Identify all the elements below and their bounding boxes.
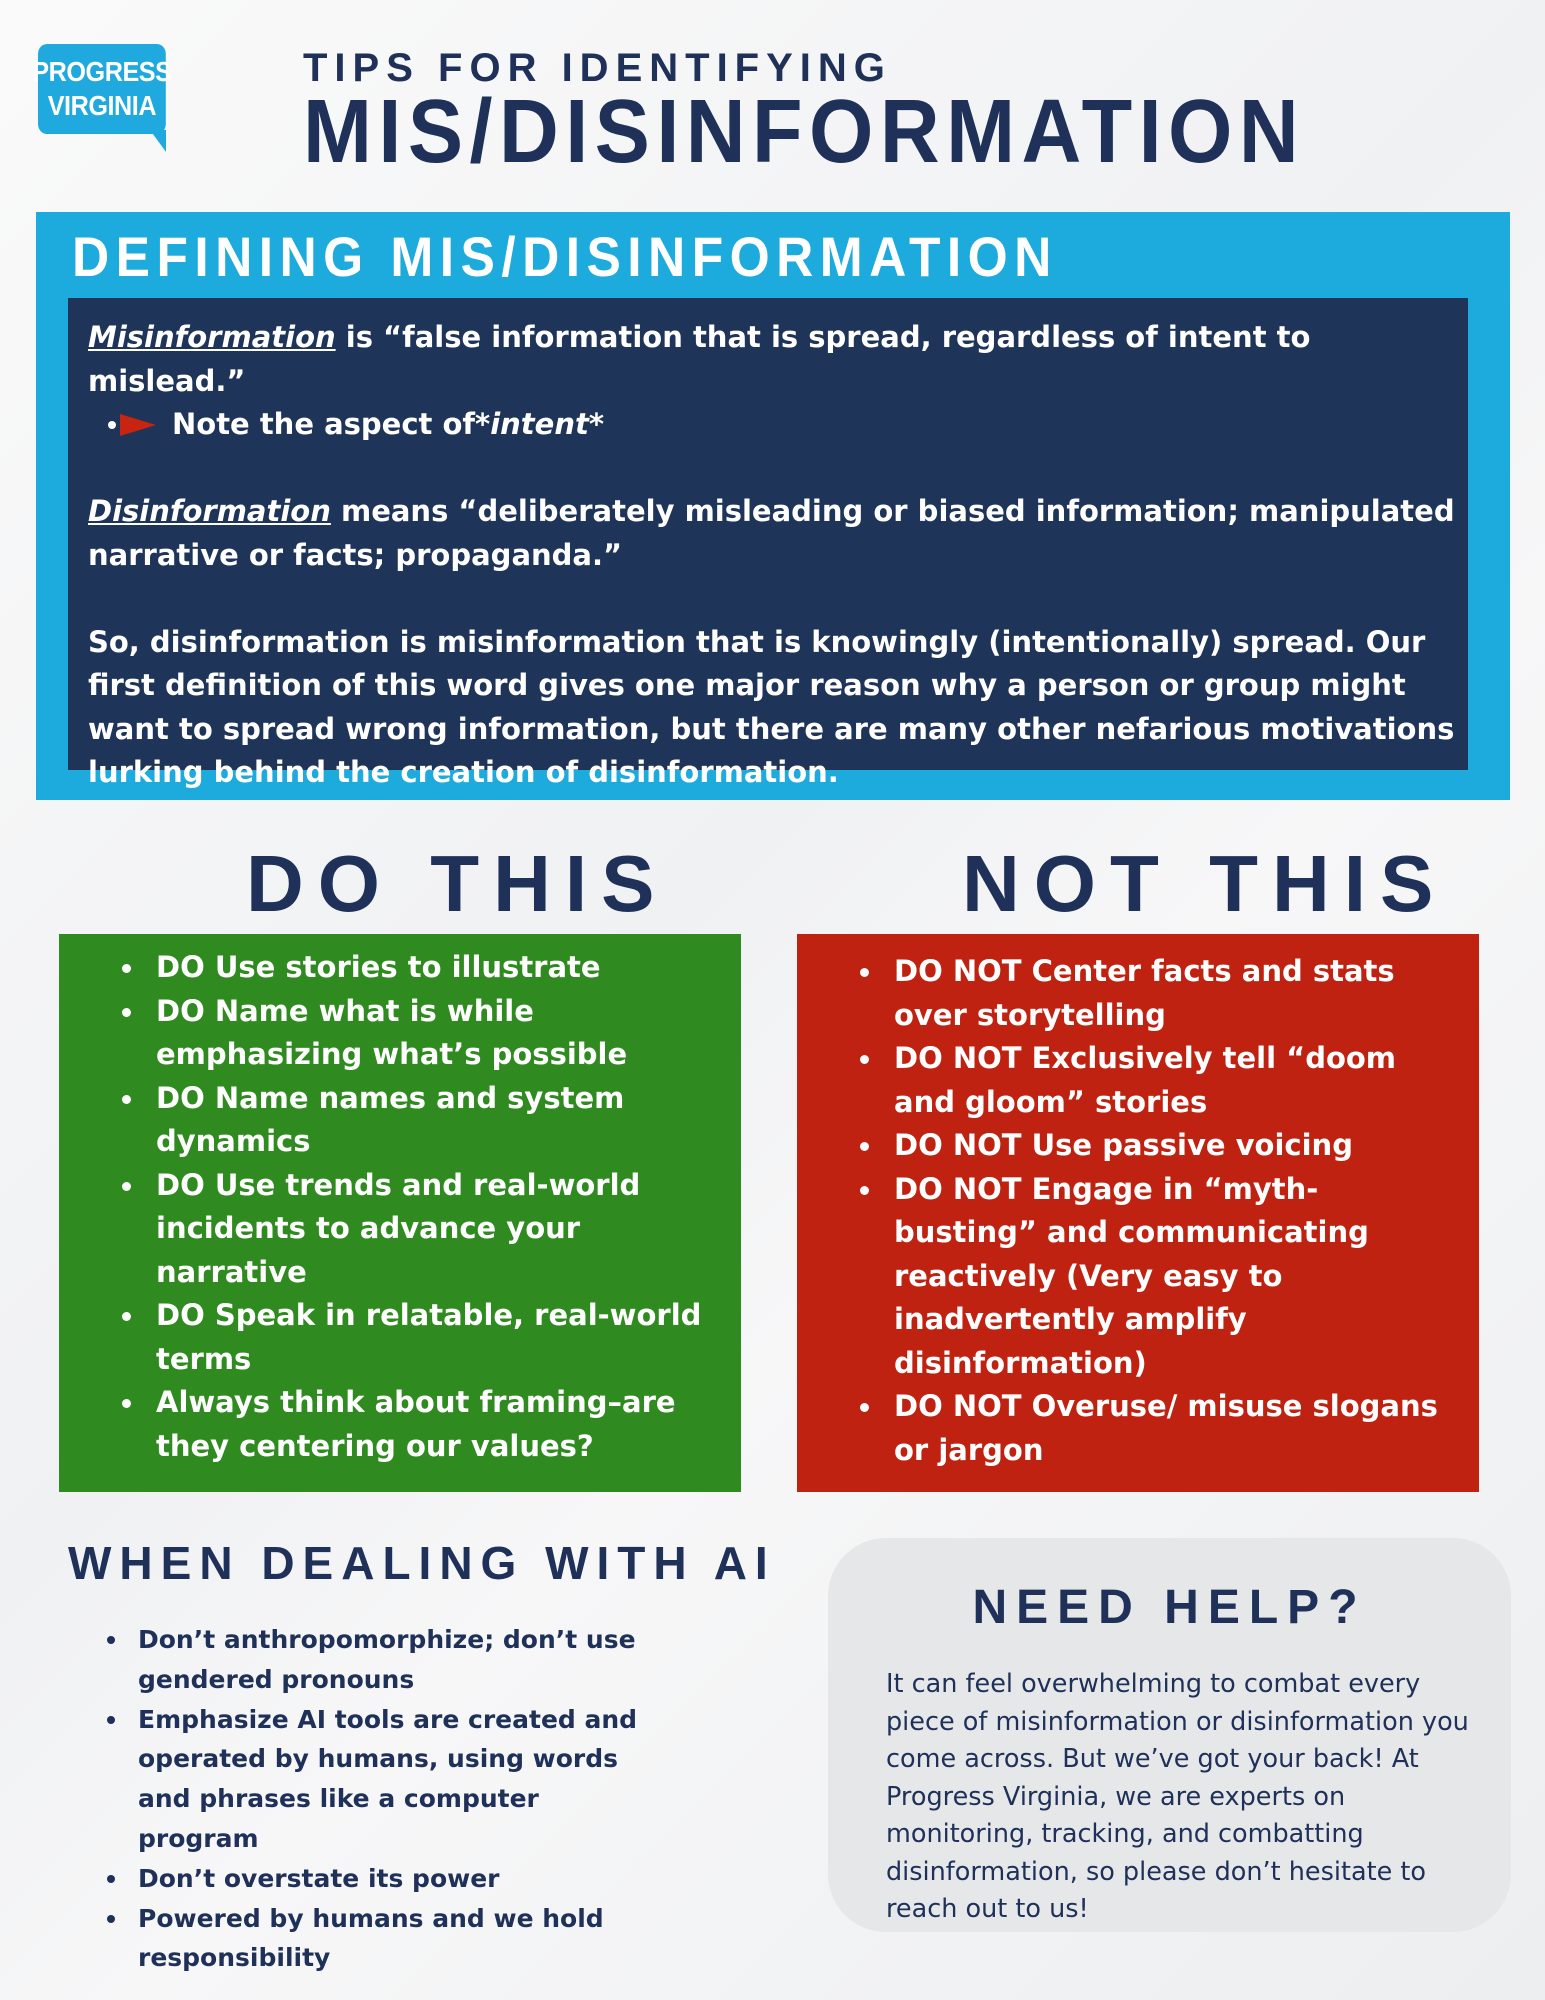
misinformation-term: Misinformation — [88, 320, 336, 354]
list-item: DO Speak in relatable, real-world terms — [122, 1294, 722, 1381]
logo — [32, 44, 172, 134]
disinformation-definition — [88, 490, 1463, 577]
defining-heading: DEFINING MIS/DISINFORMATION — [72, 225, 1058, 288]
list-item: Powered by humans and we hold responsibility — [107, 1899, 667, 1979]
note-emphasis: *intent* — [475, 407, 605, 441]
ai-list — [107, 1620, 667, 1978]
list-item: Emphasize AI tools are created and operated by humans, using words and phrases like a computer program — [107, 1700, 667, 1859]
list-item: DO Use stories to illustrate — [122, 946, 722, 990]
intent-note — [88, 403, 1463, 447]
logo-line-2: VIRGINIA — [47, 90, 157, 121]
arrow-right-icon — [106, 410, 166, 440]
not-this-heading: NOT THIS — [962, 839, 1448, 928]
do-this-list — [122, 946, 722, 1468]
list-item: DO Name what is while emphasizing what’s possible — [122, 990, 722, 1077]
ai-heading: WHEN DEALING WITH AI — [68, 1537, 776, 1589]
list-item: Don’t anthropomorphize; don’t use gendered pronouns — [107, 1620, 667, 1700]
logo-speech-tail — [150, 130, 166, 152]
list-item: Don’t overstate its power — [107, 1859, 667, 1899]
list-item: DO NOT Overuse/ misuse slogans or jargon — [860, 1385, 1460, 1472]
list-item: DO NOT Center facts and stats over storytelling — [860, 950, 1460, 1037]
disinformation-term: Disinformation — [88, 494, 331, 528]
list-item: Always think about framing–are they centering our values? — [122, 1381, 722, 1468]
not-this-list — [860, 950, 1460, 1472]
misinformation-meaning: is “false information that is spread, regardless of intent to mislead.” — [88, 320, 1311, 398]
list-item: DO NOT Engage in “myth-busting” and communicating reactively (Very easy to inadvertently amplify disinformation) — [860, 1168, 1460, 1386]
page-title: MIS/DISINFORMATION — [303, 82, 1306, 182]
misinformation-definition — [88, 316, 1463, 403]
definition-text — [88, 316, 1463, 795]
list-item: DO NOT Use passive voicing — [860, 1124, 1460, 1168]
disinformation-meaning: means “deliberately misleading or biased information; manipulated narrative or facts; propaganda.” — [88, 494, 1455, 572]
list-item: DO NOT Exclusively tell “doom and gloom” stories — [860, 1037, 1460, 1124]
list-item: DO Use trends and real-world incidents to advance your narrative — [122, 1164, 722, 1295]
list-item: DO Name names and system dynamics — [122, 1077, 722, 1164]
note-prefix: Note the aspect of — [172, 407, 476, 441]
do-this-heading: DO THIS — [246, 839, 669, 928]
help-heading: NEED HELP? — [972, 1581, 1367, 1634]
logo-line-1: PROGRESS — [32, 56, 172, 87]
page-subtitle: TIPS FOR IDENTIFYING — [303, 46, 892, 90]
definition-summary: So, disinformation is misinformation that is knowingly (intentionally) spread. Our first definition of this word gives one major reason why a person or group might want to spread wrong information, but there are many other nefarious motivations lurking behind the creation of disinformation. — [88, 624, 1455, 789]
help-body: It can feel overwhelming to combat every piece of misinformation or disinformation you come across. But we’ve got your back! At Progress Virginia, we are experts on monitoring, tracking, and combatting disinformation, so please don’t hesitate to reach out to us! — [886, 1669, 1469, 1924]
